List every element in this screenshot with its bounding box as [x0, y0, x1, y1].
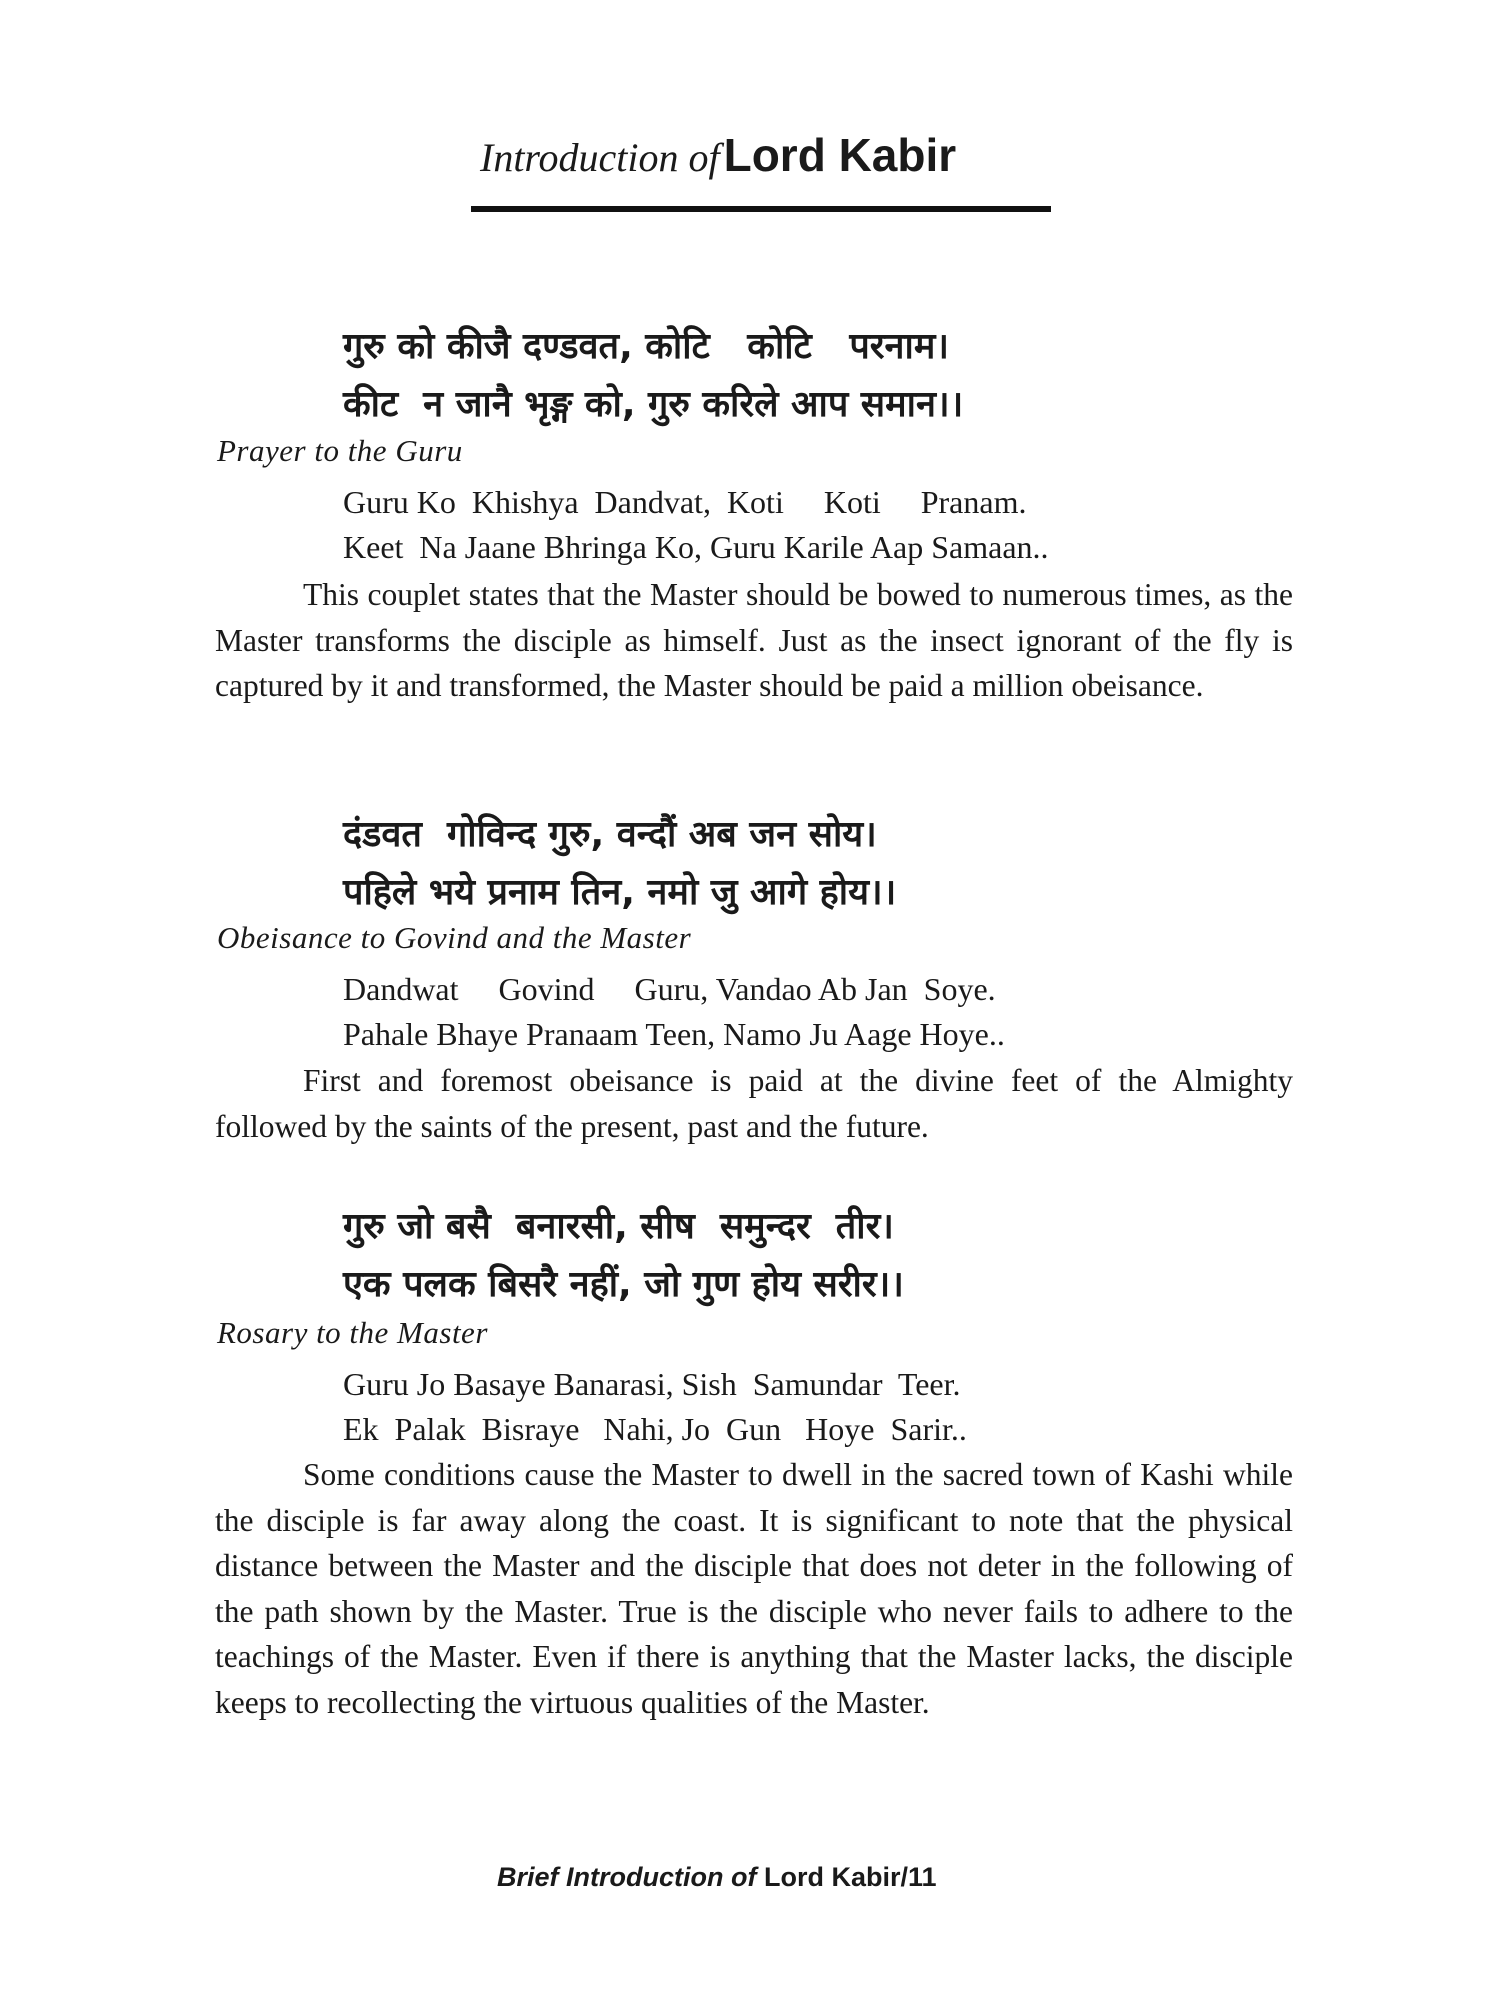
- footer-bold-part: Lord Kabir/11: [763, 1862, 937, 1892]
- couplet-hindi-1: [343, 318, 963, 434]
- couplet-transliteration-2: [343, 967, 1005, 1057]
- hindi-line: गुरु जो बसै बनारसी, सीष समुन्दर तीर।: [343, 1206, 894, 1247]
- section-heading-3: Rosary to the Master: [217, 1315, 488, 1350]
- translit-line: Guru Ko Khishya Dandvat, Koti Koti Pranam.: [343, 484, 1027, 520]
- translit-line: Keet Na Jaane Bhringa Ko, Guru Karile Aap Samaan..: [343, 529, 1049, 565]
- explanation-paragraph-1: This couplet states that the Master should be bowed to numerous times, as the Master transforms the disciple as himself. Just as the insect ignorant of the fly is captured by it and transformed, the Master should be paid a million obeisance.: [215, 577, 1293, 703]
- explanation-paragraph-2: First and foremost obeisance is paid at the divine feet of the Almighty followed by the saints of the present, past and the future.: [215, 1063, 1293, 1144]
- translit-line: Ek Palak Bisraye Nahi, Jo Gun Hoye Sarir..: [343, 1411, 967, 1447]
- couplet-transliteration-3: [343, 1362, 967, 1452]
- page-title: [480, 128, 956, 182]
- translit-line: Dandwat Govind Guru, Vandao Ab Jan Soye.: [343, 971, 996, 1007]
- explanation-paragraph-3: Some conditions cause the Master to dwell in the sacred town of Kashi while the disciple is far away along the coast. It is significant to note that the physical distance between the Master and the disciple that does not deter in the following of the path shown by the Master. True is the disciple who never fails to adhere to the teachings of the Master. Even if there is anything that the Master lacks, the disciple keeps to recollecting the virtuous qualities of the Master.: [215, 1457, 1293, 1720]
- translit-line: Pahale Bhaye Pranaam Teen, Namo Ju Aage Hoye..: [343, 1016, 1005, 1052]
- title-underline: [471, 206, 1051, 212]
- title-italic-part: Introduction of: [480, 135, 720, 180]
- translit-line: Guru Jo Basaye Banarasi, Sish Samundar Teer.: [343, 1366, 961, 1402]
- section-heading-2: Obeisance to Govind and the Master: [217, 920, 692, 955]
- couplet-hindi-2: [343, 806, 896, 922]
- hindi-line: कीट न जानै भृङ्ग को, गुरु करिले आप समान।।: [343, 384, 964, 425]
- hindi-line: एक पलक बिसरै नहीं, जो गुण होय सरीर।।: [343, 1264, 904, 1305]
- page-footer: [497, 1862, 937, 1893]
- hindi-line: दंडवत गोविन्द गुरु, वन्दौं अब जन सोय।: [343, 814, 877, 855]
- hindi-line: गुरु को कीजै दण्डवत, कोटि कोटि परनाम।: [343, 326, 950, 367]
- couplet-hindi-3: [343, 1198, 904, 1314]
- section-heading-1: Prayer to the Guru: [217, 433, 463, 468]
- hindi-line: पहिले भये प्रनाम तिन, नमो जु आगे होय।।: [343, 872, 897, 913]
- couplet-transliteration-1: [343, 480, 1049, 570]
- title-bold-part: Lord Kabir: [723, 129, 957, 181]
- footer-italic-part: Brief Introduction of: [497, 1862, 757, 1892]
